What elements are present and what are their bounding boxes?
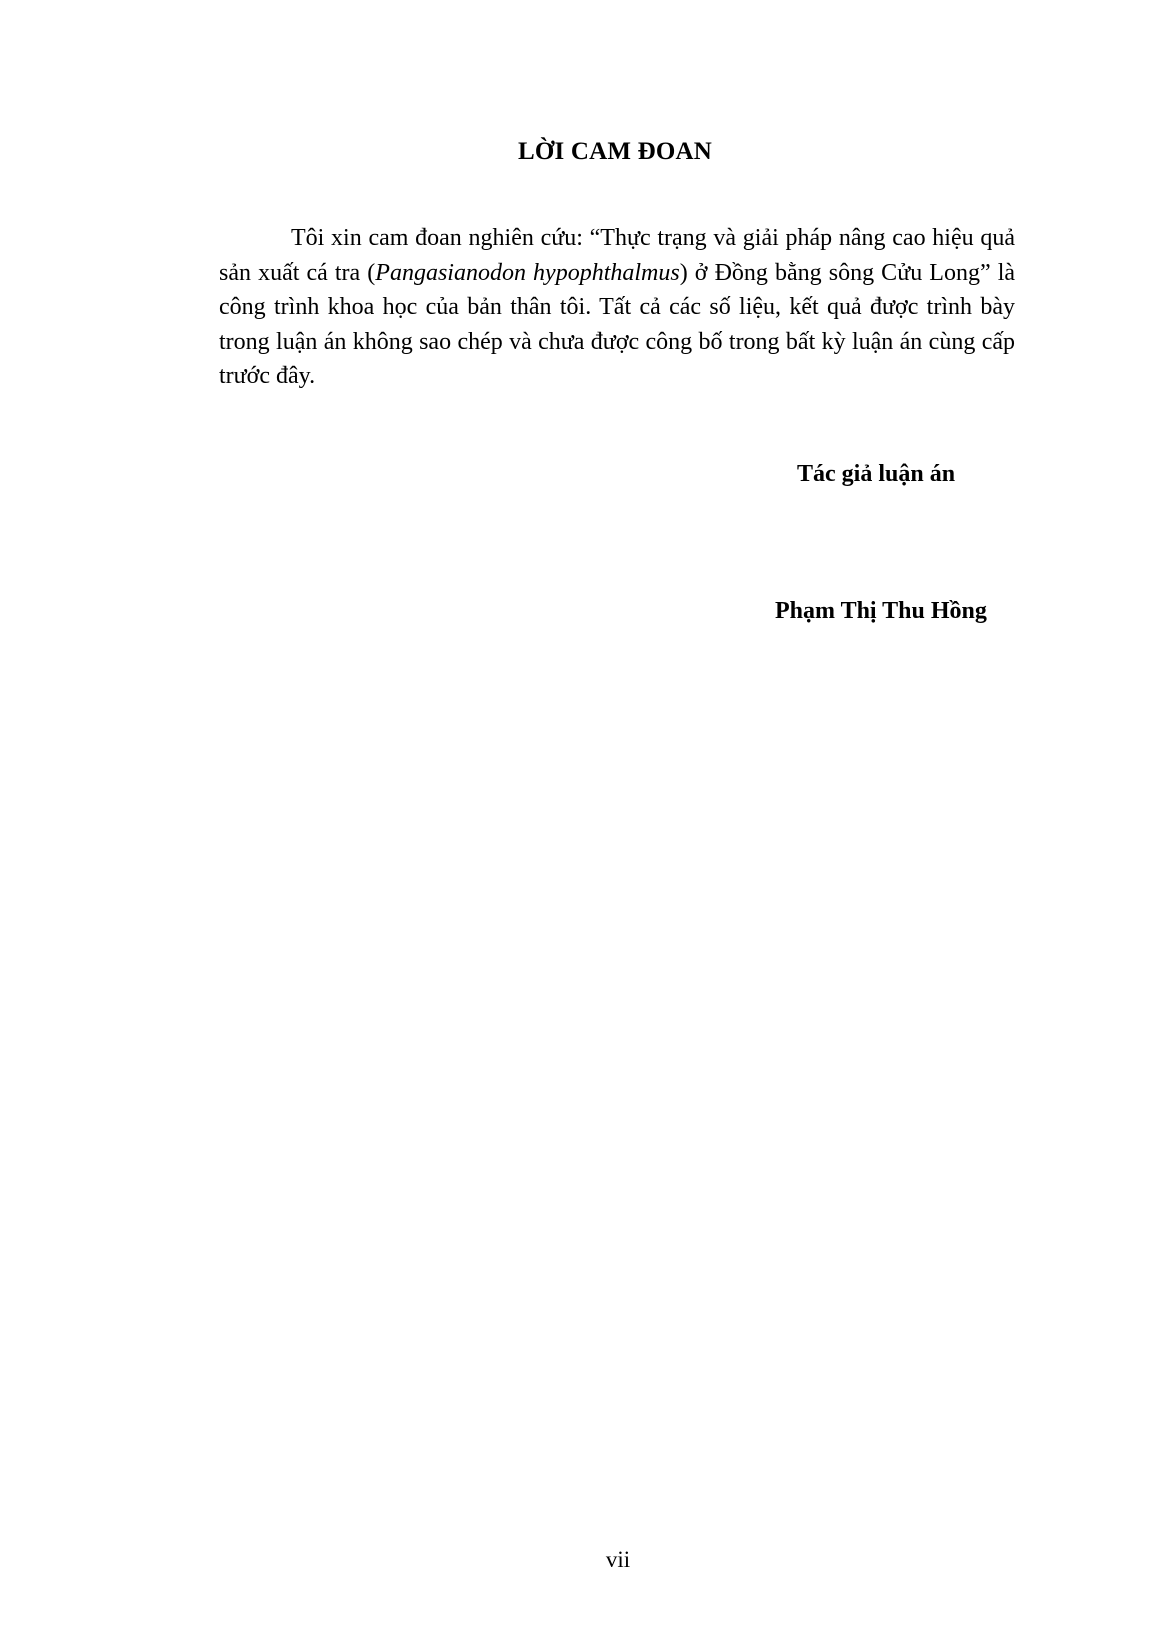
page-number: vii [605,1547,631,1572]
signature-role: Tác giả luận án [797,461,956,487]
paragraph-text-end: ) ở Đồng bằng sông Cửu Long” là công trình khoa học của bản thân tôi. Tất cả các số liệu, kết quả được trình bày trong luận án không sao chép và chưa được công bố trong bất kỳ luận án cùng cấp trước đây. [219,259,1016,389]
species-name: Pangasianodon hypophthalmus [375,259,680,286]
signature-name: Phạm Thị Thu Hồng [775,598,987,624]
declaration-paragraph [219,221,1015,394]
paragraph-text-start: Tôi xin cam đoan nghiên cứu: “Thực trạng và giải pháp nâng cao hiệu quả sản xuất cá tra ( [219,225,1015,286]
page-title: LỜI CAM ĐOAN [517,138,713,165]
